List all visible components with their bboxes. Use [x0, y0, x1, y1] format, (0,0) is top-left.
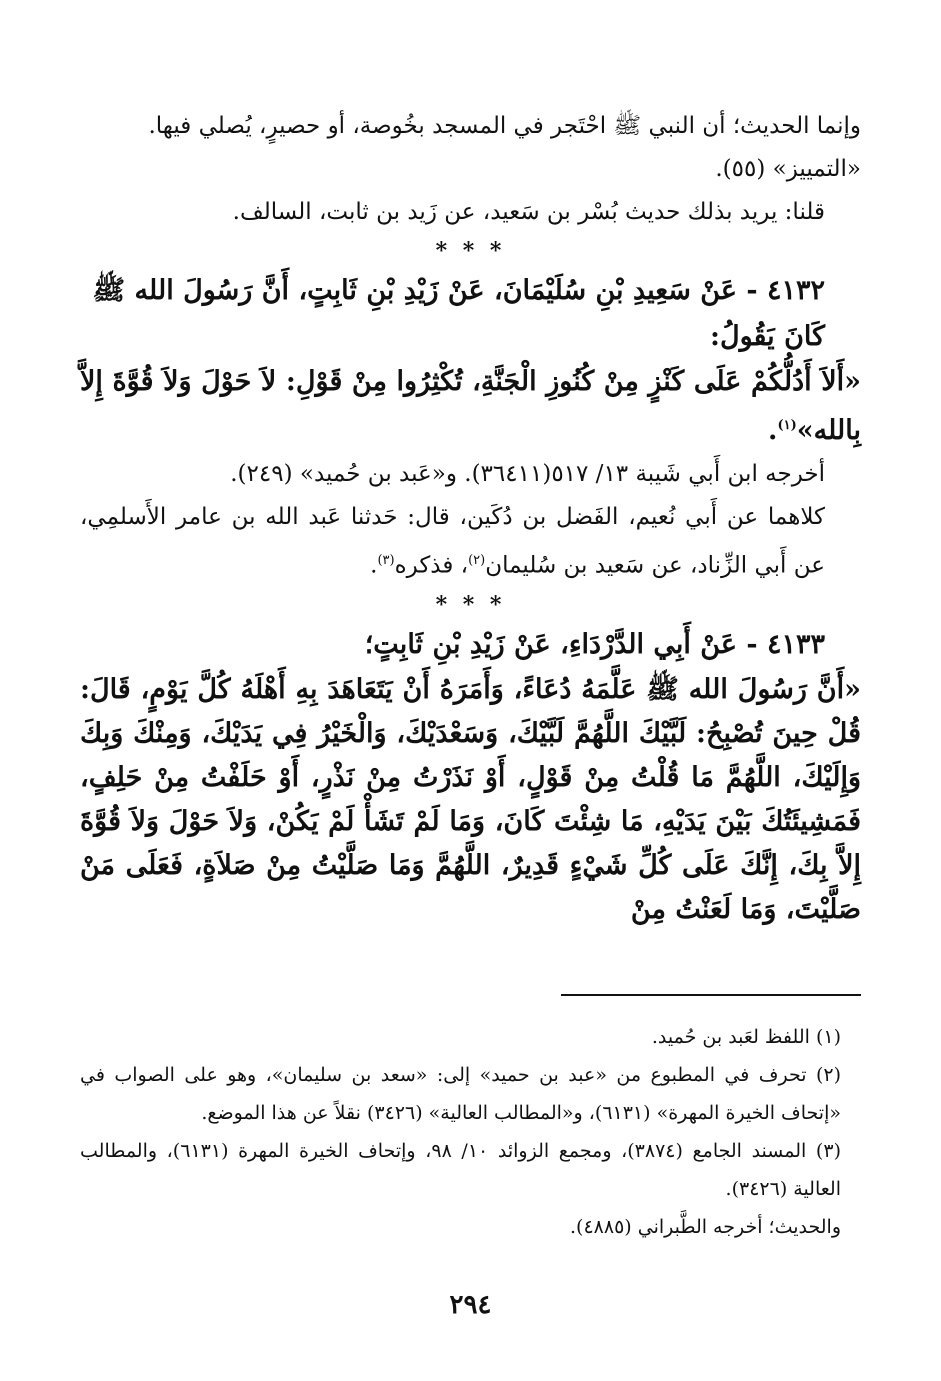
isnad-text: كلاهما عن أَبي نُعيم، الفَضل بن دُكَين، قال: حَدثنا عَبد الله بن عامر الأَسلمِي، عن أَبي الزِّناد، عن سَعيد بن سُليمان — [80, 504, 826, 579]
intro-reference: «التمييز» (٥٥). — [715, 156, 861, 182]
footnote-2: (٢) تحرف في المطبوع من «عبد بن حميد» إلى: «سعد بن سليمان»، وهو على الصواب في «إتحاف الخيرة المهرة» (٦١٣١)، و«المطالب العالية» (٣٤٢٦) نقلاً عن هذا الموضع. — [80, 1063, 841, 1124]
hadith-4132-heading: ٤١٣٢ - عَنْ سَعِيدِ بْنِ سُلَيْمَانَ، عَنْ زَيْدِ بْنِ ثَابِتٍ، أَنَّ رَسُولَ الله ﷺ كَانَ يَقُولُ: — [92, 275, 825, 352]
hadith-4132-text: «أَلاَ أَدُلُّكُمْ عَلَى كَنْزٍ مِنْ كُنُوزِ الْجَنَّةِ، تُكْثِرُوا مِنْ قَوْلِ: لاَ حَوْلَ وَلاَ قُوَّةَ إِلاَّ بِالله»$^{(١)}$. — [80, 366, 861, 446]
footnote-divider — [561, 994, 861, 996]
section-separator: * * * — [435, 238, 506, 264]
isnad-tail: . — [370, 552, 378, 579]
footnote-3-continuation: والحديث؛ أخرجه الطَّبراني (٤٨٨٥). — [570, 1215, 841, 1238]
hadith-4132-matn: «أَلاَ أَدُلُّكُمْ عَلَى كَنْزٍ مِنْ كُنُوزِ الْجَنَّةِ، تُكْثِرُوا مِنْ قَوْلِ: لاَ حَوْلَ وَلاَ قُوَّةَ إِلاَّ بِالله» — [80, 366, 861, 446]
footnote-marker-3: (٣) — [377, 553, 395, 568]
footnote-marker-2: (٢) — [468, 553, 486, 568]
isnad-end: ، فذكره — [394, 552, 469, 579]
page-number: ٢٩٤ — [449, 1290, 492, 1320]
footnote-1: (١) اللفظ لعَبد بن حُميد. — [651, 1025, 841, 1048]
hadith-4132-isnad — [80, 496, 861, 588]
editor-note: قلنا: يريد بذلك حديث بُسْر بن سَعيد، عن زَيد بن ثابت، السالف. — [232, 199, 825, 225]
footnote-marker-1: (١) — [777, 418, 797, 433]
hadith-4132-takhrij: أخرجه ابن أَبي شَيبة ١٣/ ٥١٧(٣٦٤١١). و«عَبد بن حُميد» (٢٤٩). — [230, 461, 825, 487]
hadith-4133-text: «أَنَّ رَسُولَ الله ﷺ عَلَّمَهُ دُعَاءً، وَأَمَرَهُ أَنْ يَتَعَاهَدَ بِهِ أَهْلَهُ كُلَّ يَوْمٍ، قَالَ: قُلْ حِينَ تُصْبِحُ: لَبَّيْكَ اللَّهُمَّ لَبَّيْكَ، وَسَعْدَيْكَ، وَالْخَيْرُ فِي يَدَيْكَ، وَمِنْكَ وَبِكَ وَإِلَيْكَ، اللَّهُمَّ مَا قُلْتُ مِنْ قَوْلٍ، أَوْ نَذَرْتُ مِنْ نَذْرٍ، أَوْ حَلَفْتُ مِنْ حَلِفٍ، فَمَشِيئَتُكَ بَيْنَ يَدَيْهِ، مَا شِئْتَ كَانَ، وَمَا لَمْ تَشَأْ لَمْ يَكُنْ، وَلاَ حَوْلَ وَلاَ قُوَّةَ إِلاَّ بِكَ، إِنَّكَ عَلَى كُلِّ شَيْءٍ قَدِيرٌ، اللَّهُمَّ وَمَا صَلَّيْتُ مِنْ صَلاَةٍ، فَعَلَى مَنْ صَلَّيْتَ، وَمَا لَعَنْتُ مِنْ — [80, 673, 861, 925]
intro-line: وإنما الحديث؛ أن النبي ﷺ احْتَجر في المسجد بخُوصة، أو حصيرٍ، يُصلي فيها. — [148, 113, 861, 139]
footnote-3: (٣) المسند الجامع (٣٨٧٤)، ومجمع الزوائد ١٠/ ٩٨، وإتحاف الخيرة المهرة (٦١٣١)، والمطالب العالية (٣٤٢٦). — [80, 1139, 841, 1200]
section-separator: * * * — [435, 591, 506, 618]
hadith-4133-heading: ٤١٣٣ - عَنْ أَبِي الدَّرْدَاءِ، عَنْ زَيْدِ بْنِ ثَابِتٍ؛ — [364, 628, 825, 660]
